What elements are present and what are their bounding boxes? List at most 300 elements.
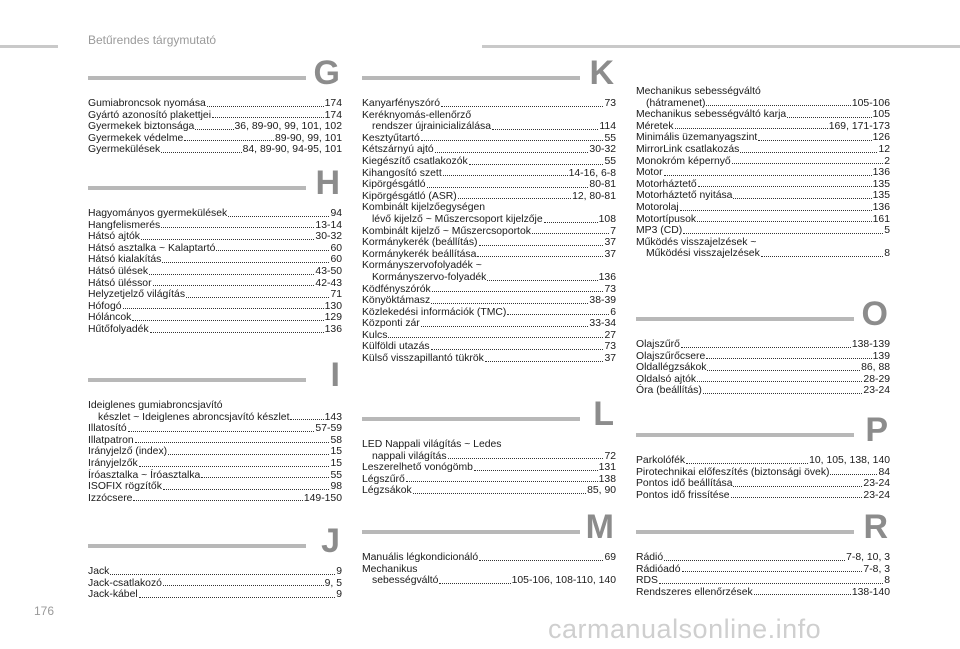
entry-term: Ködfényszórók bbox=[362, 283, 431, 295]
index-entry bbox=[88, 133, 342, 145]
section-heading bbox=[636, 411, 890, 455]
entry-pages: 36, 89-90, 99, 101, 102 bbox=[234, 121, 342, 133]
entry-pages: 105-106 bbox=[851, 97, 890, 109]
dot-leader bbox=[195, 129, 233, 130]
index-entry bbox=[362, 318, 616, 330]
entry-term: Minimális üzemanyagszint bbox=[636, 132, 758, 144]
entry-term: Légszűrő bbox=[362, 473, 405, 485]
entry-pages: 14-16, 6-8 bbox=[568, 167, 616, 179]
dot-leader bbox=[458, 198, 571, 199]
dot-leader bbox=[168, 454, 329, 455]
dot-leader bbox=[439, 583, 510, 584]
index-entry bbox=[88, 289, 342, 301]
entry-pages: 9 bbox=[336, 589, 342, 601]
index-entry bbox=[636, 248, 890, 260]
entry-term: Hűtőfolyadék bbox=[88, 323, 149, 335]
entry-pages: 131 bbox=[598, 462, 616, 474]
dot-leader bbox=[427, 187, 589, 188]
entry-term: Mechanikus sebességváltó bbox=[636, 86, 761, 97]
entry-pages: 2 bbox=[884, 155, 890, 167]
entry-pages: 73 bbox=[604, 98, 616, 109]
entry-pages: 136 bbox=[324, 323, 342, 335]
entry-term: Pirotechnikai előfeszítés (biztonsági övek) bbox=[636, 466, 830, 478]
index-entry bbox=[636, 339, 890, 351]
index-entry bbox=[636, 214, 890, 226]
index-entry bbox=[636, 225, 890, 237]
index-entry bbox=[362, 295, 616, 307]
dot-leader bbox=[681, 347, 851, 348]
entry-term: Kiegészítő csatlakozók bbox=[362, 155, 468, 167]
section-letter: H bbox=[315, 164, 340, 202]
entry-term: Jack bbox=[88, 566, 110, 577]
entry-term: Hangfelismerés bbox=[88, 219, 161, 231]
dot-leader bbox=[469, 164, 604, 165]
entry-term: RDS bbox=[636, 575, 658, 587]
index-entry bbox=[362, 156, 616, 168]
entry-term: Kipörgésgátló bbox=[362, 179, 426, 191]
entry-pages: 174 bbox=[324, 98, 342, 109]
entry-pages: 13-14 bbox=[315, 219, 342, 231]
entry-pages: 80-81 bbox=[589, 179, 616, 191]
entry-term: Leszerelhető vonógömb bbox=[362, 462, 473, 474]
dot-leader bbox=[487, 280, 597, 281]
dot-leader bbox=[441, 106, 603, 107]
index-entry bbox=[362, 110, 616, 122]
entry-term: Hátsó ülések bbox=[88, 265, 149, 277]
index-entry bbox=[88, 220, 342, 232]
entry-pages: 84, 89-90, 94-95, 101 bbox=[242, 144, 342, 156]
section-rule bbox=[636, 317, 854, 321]
dot-leader bbox=[161, 227, 314, 228]
entry-term: Gumiabroncsok nyomása bbox=[88, 98, 206, 109]
index-entry bbox=[88, 98, 342, 110]
index-entry bbox=[362, 341, 616, 353]
index-section-h bbox=[88, 164, 342, 336]
entry-term: Gyermekek biztonsága bbox=[88, 121, 195, 133]
index-entry bbox=[362, 451, 616, 463]
entry-pages: 138-139 bbox=[851, 339, 890, 350]
dot-leader bbox=[492, 129, 598, 130]
dot-leader bbox=[161, 152, 241, 153]
dot-leader bbox=[659, 583, 883, 584]
section-rule bbox=[362, 530, 580, 534]
entry-term: Olajszűrőcsere bbox=[636, 350, 706, 362]
section-letter: L bbox=[593, 395, 614, 433]
entry-term: Hátsó asztalka ~ Kalaptartó bbox=[88, 242, 216, 254]
entry-pages: 73 bbox=[604, 283, 616, 295]
dot-leader bbox=[703, 393, 863, 394]
index-entry bbox=[636, 156, 890, 168]
header-rule-left bbox=[0, 45, 58, 48]
entry-term: Működés visszajelzések ~ bbox=[636, 236, 757, 248]
dot-leader bbox=[682, 571, 863, 572]
section-letter: R bbox=[863, 508, 888, 546]
entry-pages: 94 bbox=[330, 208, 342, 219]
entry-pages: 135 bbox=[872, 190, 890, 202]
index-entry bbox=[362, 474, 616, 486]
dot-leader bbox=[698, 186, 872, 187]
watermark: carmanualsonline.info bbox=[548, 614, 822, 644]
index-entry bbox=[362, 439, 616, 451]
entry-pages: 37 bbox=[604, 237, 616, 249]
section-heading bbox=[88, 54, 342, 98]
dot-leader bbox=[443, 175, 568, 176]
index-entry bbox=[362, 202, 616, 214]
section-heading bbox=[362, 395, 616, 439]
entry-term: Motorháztető bbox=[636, 178, 697, 190]
entry-pages: 89-90, 99, 101 bbox=[274, 132, 342, 144]
section-heading bbox=[88, 522, 342, 566]
entry-pages: 60 bbox=[330, 254, 342, 266]
index-entry bbox=[362, 191, 616, 203]
index-entry bbox=[636, 467, 890, 479]
entry-term: Óra (beállítás) bbox=[636, 385, 702, 397]
index-entry bbox=[88, 400, 342, 412]
entry-term: lévő kijelző ~ Műszercsoport kijelzője bbox=[372, 213, 543, 225]
index-entry bbox=[88, 110, 342, 122]
dot-leader bbox=[123, 308, 324, 309]
dot-leader bbox=[184, 140, 274, 141]
entry-term: Hóláncok bbox=[88, 312, 132, 324]
page-number: 176 bbox=[34, 604, 55, 618]
entry-term: Motorolaj bbox=[636, 201, 679, 213]
index-entry bbox=[88, 458, 342, 470]
index-entry bbox=[636, 98, 890, 110]
index-entry bbox=[362, 237, 616, 249]
dot-leader bbox=[132, 320, 323, 321]
entry-pages: 60 bbox=[330, 242, 342, 254]
dot-leader bbox=[485, 361, 604, 362]
dot-leader bbox=[787, 117, 871, 118]
dot-leader bbox=[733, 486, 862, 487]
entry-pages: 8 bbox=[884, 248, 890, 260]
dot-leader bbox=[153, 285, 315, 286]
dot-leader bbox=[139, 466, 330, 467]
index-entry bbox=[88, 493, 342, 505]
entry-term: Rádióadó bbox=[636, 563, 681, 575]
section-letter: K bbox=[589, 54, 614, 92]
entry-term: Rádió bbox=[636, 552, 664, 563]
section-heading bbox=[88, 164, 342, 208]
index-section-g bbox=[88, 54, 342, 156]
entry-pages: 136 bbox=[872, 201, 890, 213]
index-entry bbox=[636, 552, 890, 564]
entry-pages: 105-106, 108-110, 140 bbox=[511, 575, 616, 587]
entry-pages: 85, 90 bbox=[587, 485, 616, 497]
dot-leader bbox=[149, 274, 314, 275]
entry-pages: 38-39 bbox=[589, 295, 616, 307]
entry-term: Gyermekülések bbox=[88, 144, 161, 156]
section-rule bbox=[88, 76, 306, 80]
index-entry bbox=[362, 168, 616, 180]
dot-leader bbox=[479, 560, 603, 561]
dot-leader bbox=[477, 256, 603, 257]
dot-leader bbox=[421, 140, 604, 141]
index-section-k bbox=[362, 54, 616, 365]
section-heading bbox=[636, 295, 890, 339]
entry-term: Kormányszervo-folyadék bbox=[372, 271, 487, 283]
entry-pages: 23-24 bbox=[863, 385, 890, 397]
section-heading bbox=[88, 356, 342, 400]
dot-leader bbox=[675, 128, 828, 129]
index-entry bbox=[636, 478, 890, 490]
entry-pages: 7-8, 3 bbox=[863, 563, 890, 575]
section-letter: I bbox=[330, 356, 340, 394]
entry-term: Manuális légkondicionáló bbox=[362, 552, 479, 563]
index-entry bbox=[362, 307, 616, 319]
dot-leader bbox=[754, 594, 851, 595]
dot-leader bbox=[686, 463, 808, 464]
entry-term: Hátsó kialakítás bbox=[88, 254, 162, 266]
index-entry bbox=[362, 214, 616, 226]
dot-leader bbox=[683, 233, 883, 234]
index-entry bbox=[636, 362, 890, 374]
dot-leader bbox=[432, 291, 604, 292]
section-letter: P bbox=[865, 411, 888, 449]
dot-leader bbox=[532, 233, 609, 234]
index-entry bbox=[636, 144, 890, 156]
index-entry bbox=[362, 485, 616, 497]
entry-term: Működési visszajelzések bbox=[646, 248, 760, 260]
dot-leader bbox=[697, 381, 862, 382]
entry-term: Külső visszapillantó tükrök bbox=[362, 353, 484, 365]
index-entry bbox=[88, 566, 342, 578]
dot-leader bbox=[761, 256, 883, 257]
entry-pages: 84 bbox=[878, 466, 890, 478]
index-entry bbox=[362, 249, 616, 261]
entry-pages: 7-8, 10, 3 bbox=[846, 552, 890, 563]
entry-pages: 69 bbox=[604, 552, 616, 563]
entry-term: ISOFIX rögzítők bbox=[88, 481, 162, 493]
dot-leader bbox=[706, 358, 871, 359]
dot-leader bbox=[139, 597, 336, 598]
dot-leader bbox=[162, 262, 329, 263]
entry-pages: 139 bbox=[872, 350, 890, 362]
entry-term: Irányjelzők bbox=[88, 457, 138, 469]
section-letter: J bbox=[321, 522, 340, 560]
entry-pages: 37 bbox=[604, 353, 616, 365]
entry-term: MP3 (CD) bbox=[636, 225, 683, 237]
entry-term: Mechanikus sebességváltó karja bbox=[636, 109, 787, 121]
dot-leader bbox=[212, 117, 324, 118]
entry-term: Illatosító bbox=[88, 423, 127, 435]
entry-term: Közlekedési információk (TMC) bbox=[362, 306, 507, 318]
entry-term: Kormányszervofolyadék ~ bbox=[362, 260, 482, 272]
index-entry bbox=[362, 330, 616, 342]
entry-pages: 9 bbox=[336, 566, 342, 577]
index-section-o bbox=[636, 295, 890, 397]
dot-leader bbox=[110, 574, 335, 575]
entry-pages: 12, 80-81 bbox=[572, 190, 616, 202]
index-entry bbox=[636, 202, 890, 214]
index-entry bbox=[362, 284, 616, 296]
section-heading bbox=[362, 508, 616, 552]
entry-pages: 55 bbox=[604, 132, 616, 144]
index-section-l bbox=[362, 395, 616, 497]
dot-leader bbox=[431, 349, 604, 350]
entry-pages: 37 bbox=[604, 248, 616, 260]
entry-term: MirrorLink csatlakozás bbox=[636, 143, 740, 155]
dot-leader bbox=[141, 239, 314, 240]
dot-leader bbox=[448, 458, 604, 459]
section-rule bbox=[88, 186, 306, 190]
entry-pages: 169, 171-173 bbox=[828, 120, 890, 132]
dot-leader bbox=[479, 245, 604, 246]
dot-leader bbox=[207, 106, 324, 107]
index-entry bbox=[636, 167, 890, 179]
index-entry bbox=[88, 243, 342, 255]
dot-leader bbox=[413, 493, 586, 494]
entry-term: Hátsó üléssor bbox=[88, 277, 152, 289]
dot-leader bbox=[830, 474, 877, 475]
entry-pages: 71 bbox=[330, 289, 342, 301]
entry-term: Kanyarfényszóró bbox=[362, 98, 440, 109]
page-title: Betűrendes tárgymutató bbox=[88, 33, 217, 47]
entry-term: nappali világítás bbox=[372, 450, 447, 462]
index-entry bbox=[636, 190, 890, 202]
entry-pages: 9, 5 bbox=[324, 577, 342, 589]
dot-leader bbox=[421, 326, 589, 327]
entry-pages: 28-29 bbox=[863, 373, 890, 385]
index-section-r bbox=[636, 508, 890, 598]
entry-term: sebességváltó bbox=[372, 575, 439, 587]
entry-term: Kihangosító szett bbox=[362, 167, 442, 179]
dot-leader bbox=[474, 470, 598, 471]
entry-term: készlet ~ Ideiglenes abroncsjavító készlet bbox=[98, 411, 290, 423]
index-entry bbox=[88, 144, 342, 156]
entry-pages: 73 bbox=[604, 341, 616, 353]
section-rule bbox=[88, 378, 306, 382]
index-entry bbox=[636, 86, 890, 98]
entry-term: Helyzetjelző világítás bbox=[88, 289, 186, 301]
entry-pages: 23-24 bbox=[863, 478, 890, 490]
index-entry bbox=[362, 144, 616, 156]
entry-term: Kétszárnyú ajtó bbox=[362, 144, 434, 156]
dot-leader bbox=[406, 481, 598, 482]
entry-term: Kombinált kijelző ~ Műszercsoportok bbox=[362, 225, 531, 237]
dot-leader bbox=[216, 250, 329, 251]
index-entry bbox=[88, 121, 342, 133]
entry-term: Hófogó bbox=[88, 300, 122, 312]
entry-pages: 42-43 bbox=[315, 277, 342, 289]
entry-pages: 136 bbox=[872, 167, 890, 179]
dot-leader bbox=[758, 140, 871, 141]
entry-term: Íróasztalka ~ Íróasztalka bbox=[88, 469, 201, 481]
entry-term: Pontos idő frissítése bbox=[636, 489, 730, 501]
index-entry bbox=[636, 121, 890, 133]
section-heading bbox=[636, 508, 890, 552]
entry-pages: 10, 105, 138, 140 bbox=[809, 455, 890, 466]
entry-pages: 30-32 bbox=[589, 144, 616, 156]
entry-term: Hagyományos gyermekülések bbox=[88, 208, 228, 219]
index-entry bbox=[636, 132, 890, 144]
entry-pages: 126 bbox=[872, 132, 890, 144]
dot-leader bbox=[697, 221, 872, 222]
index-entry bbox=[88, 278, 342, 290]
index-entry bbox=[636, 490, 890, 502]
index-entry bbox=[88, 412, 342, 424]
entry-term: Központi zár bbox=[362, 318, 420, 330]
dot-leader bbox=[740, 152, 877, 153]
dot-leader bbox=[731, 497, 863, 498]
index-entry bbox=[88, 446, 342, 458]
section-heading bbox=[362, 54, 616, 98]
entry-pages: 15 bbox=[330, 446, 342, 458]
entry-pages: 55 bbox=[330, 469, 342, 481]
index-entry bbox=[636, 351, 890, 363]
entry-pages: 136 bbox=[598, 271, 616, 283]
section-rule bbox=[636, 530, 854, 534]
index-entry bbox=[362, 260, 616, 272]
dot-leader bbox=[664, 560, 845, 561]
entry-term: rendszer újrainicializálása bbox=[372, 121, 491, 133]
index-entry bbox=[88, 254, 342, 266]
entry-pages: 135 bbox=[872, 178, 890, 190]
dot-leader bbox=[732, 163, 884, 164]
entry-term: Izzócsere bbox=[88, 492, 133, 504]
entry-pages: 86, 88 bbox=[861, 362, 890, 374]
entry-pages: 174 bbox=[324, 109, 342, 121]
entry-term: Jack-kábel bbox=[88, 589, 138, 601]
entry-term: Motor bbox=[636, 167, 663, 179]
entry-pages: 114 bbox=[599, 121, 616, 133]
entry-pages: 161 bbox=[872, 213, 890, 225]
entry-term: Gyártó azonosító plakettjei bbox=[88, 109, 212, 121]
index-entry bbox=[362, 121, 616, 133]
entry-pages: 55 bbox=[604, 155, 616, 167]
entry-term: Külföldi utazás bbox=[362, 341, 430, 353]
entry-pages: 23-24 bbox=[863, 489, 890, 501]
dot-leader bbox=[128, 431, 315, 432]
entry-pages: 30-32 bbox=[315, 231, 342, 243]
entry-term: Mechanikus bbox=[362, 563, 418, 575]
index-entry bbox=[88, 324, 342, 336]
entry-term: Légzsákok bbox=[362, 485, 412, 497]
entry-term: (hátramenet) bbox=[646, 97, 706, 109]
index-entry bbox=[88, 266, 342, 278]
dot-leader bbox=[435, 152, 589, 153]
dot-leader bbox=[201, 477, 329, 478]
index-entry bbox=[88, 578, 342, 590]
dot-leader bbox=[431, 303, 588, 304]
entry-term: LED Nappali világítás ~ Ledes bbox=[362, 439, 502, 450]
entry-term: Kormánykerék (beállítás) bbox=[362, 237, 478, 249]
dot-leader bbox=[707, 370, 860, 371]
entry-pages: 138 bbox=[598, 473, 616, 485]
index-entry bbox=[362, 575, 616, 587]
dot-leader bbox=[706, 105, 850, 106]
entry-pages: 130 bbox=[324, 300, 342, 312]
entry-pages: 72 bbox=[604, 450, 616, 462]
dot-leader bbox=[544, 222, 598, 223]
section-rule bbox=[88, 544, 306, 548]
entry-term: Irányjelző (index) bbox=[88, 446, 168, 458]
entry-term: Könyöktámasz bbox=[362, 295, 431, 307]
entry-pages: 5 bbox=[884, 225, 890, 237]
index-section-j bbox=[88, 522, 342, 601]
entry-pages: 27 bbox=[604, 329, 616, 341]
section-rule bbox=[362, 417, 580, 421]
entry-term: Kesztyűtartó bbox=[362, 132, 420, 144]
dot-leader bbox=[733, 198, 871, 199]
index-entry bbox=[362, 226, 616, 238]
index-section-i bbox=[88, 356, 342, 504]
index-entry bbox=[362, 272, 616, 284]
entry-term: Kombinált kijelzőegységen bbox=[362, 202, 486, 214]
entry-term: Motorháztető nyitása bbox=[636, 190, 733, 202]
index-entry bbox=[88, 589, 342, 601]
dot-leader bbox=[163, 585, 324, 586]
